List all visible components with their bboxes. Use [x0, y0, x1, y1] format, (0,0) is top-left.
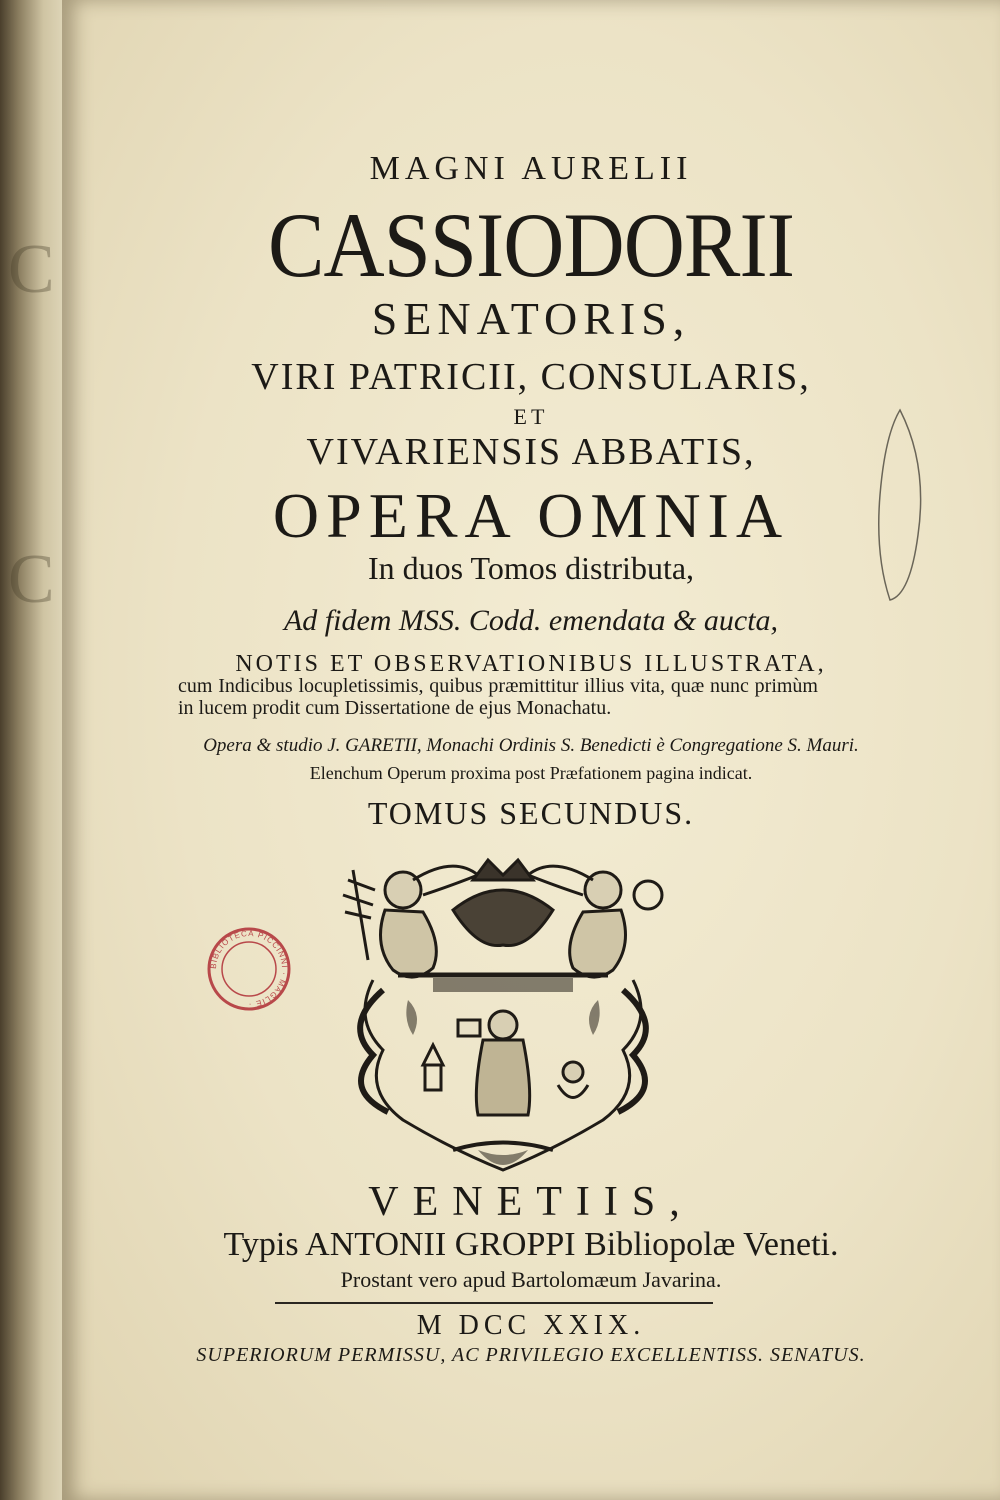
author-name-line: MAGNI AURELII	[369, 150, 693, 187]
contents-note: Elenchum Operum proxima post Præfationem pagina indicat.	[309, 763, 753, 783]
printer-line: Typis ANTONII GROPPI Bibliopolæ Veneti.	[223, 1226, 839, 1263]
author-surname: CASSIODORII	[267, 194, 794, 296]
pencil-annotation	[870, 405, 930, 605]
printers-device-illustration	[313, 850, 693, 1180]
svg-text:BIBLIOTECA PICCINNI · MAGLIE ·: BIBLIOTECA PICCINNI · MAGLIE ·	[208, 928, 290, 1010]
notes-note: NOTIS ET OBSERVATIONIBUS ILLUSTRATA,	[235, 651, 827, 677]
facing-page-bleed: C	[8, 541, 55, 618]
work-title: OPERA OMNIA	[272, 480, 790, 551]
library-stamp	[205, 925, 293, 1013]
conjunction: ET	[513, 404, 549, 429]
author-title-patrician: VIRI PATRICII, CONSULARIS,	[251, 356, 811, 398]
author-title-abbot: VIVARIENSIS ABBATIS,	[306, 431, 756, 473]
author-title-senator: SENATORIS,	[371, 293, 691, 344]
privilege-line: SUPERIORUM PERMISSU, AC PRIVILEGIO EXCELLENTISS. SENATUS.	[196, 1344, 866, 1366]
publication-year: M DCC XXIX.	[416, 1310, 646, 1341]
seller-line: Prostant vero apud Bartolomæum Javarina.	[340, 1267, 722, 1292]
facing-page-bleed: C	[8, 231, 55, 308]
manuscripts-note: Ad fidem MSS. Codd. emendata & aucta,	[283, 604, 779, 637]
book-binding	[0, 0, 62, 1500]
indices-paragraph: cum Indicibus locupletissimis, quibus præmittitur illius vita, quæ nunc primùm in lucem prodit cum Dissertatione de ejus Monachatu.	[178, 675, 818, 719]
editor-line: Opera & studio J. GARETII, Monachi Ordinis S. Benedicti è Congregatione S. Mauri.	[203, 735, 859, 756]
divider-rule	[275, 1302, 713, 1304]
imprint-city: VENETIIS,	[368, 1179, 694, 1225]
volume-number: TOMUS SECUNDUS.	[367, 795, 695, 831]
volumes-note: In duos Tomos distributa,	[367, 550, 695, 586]
